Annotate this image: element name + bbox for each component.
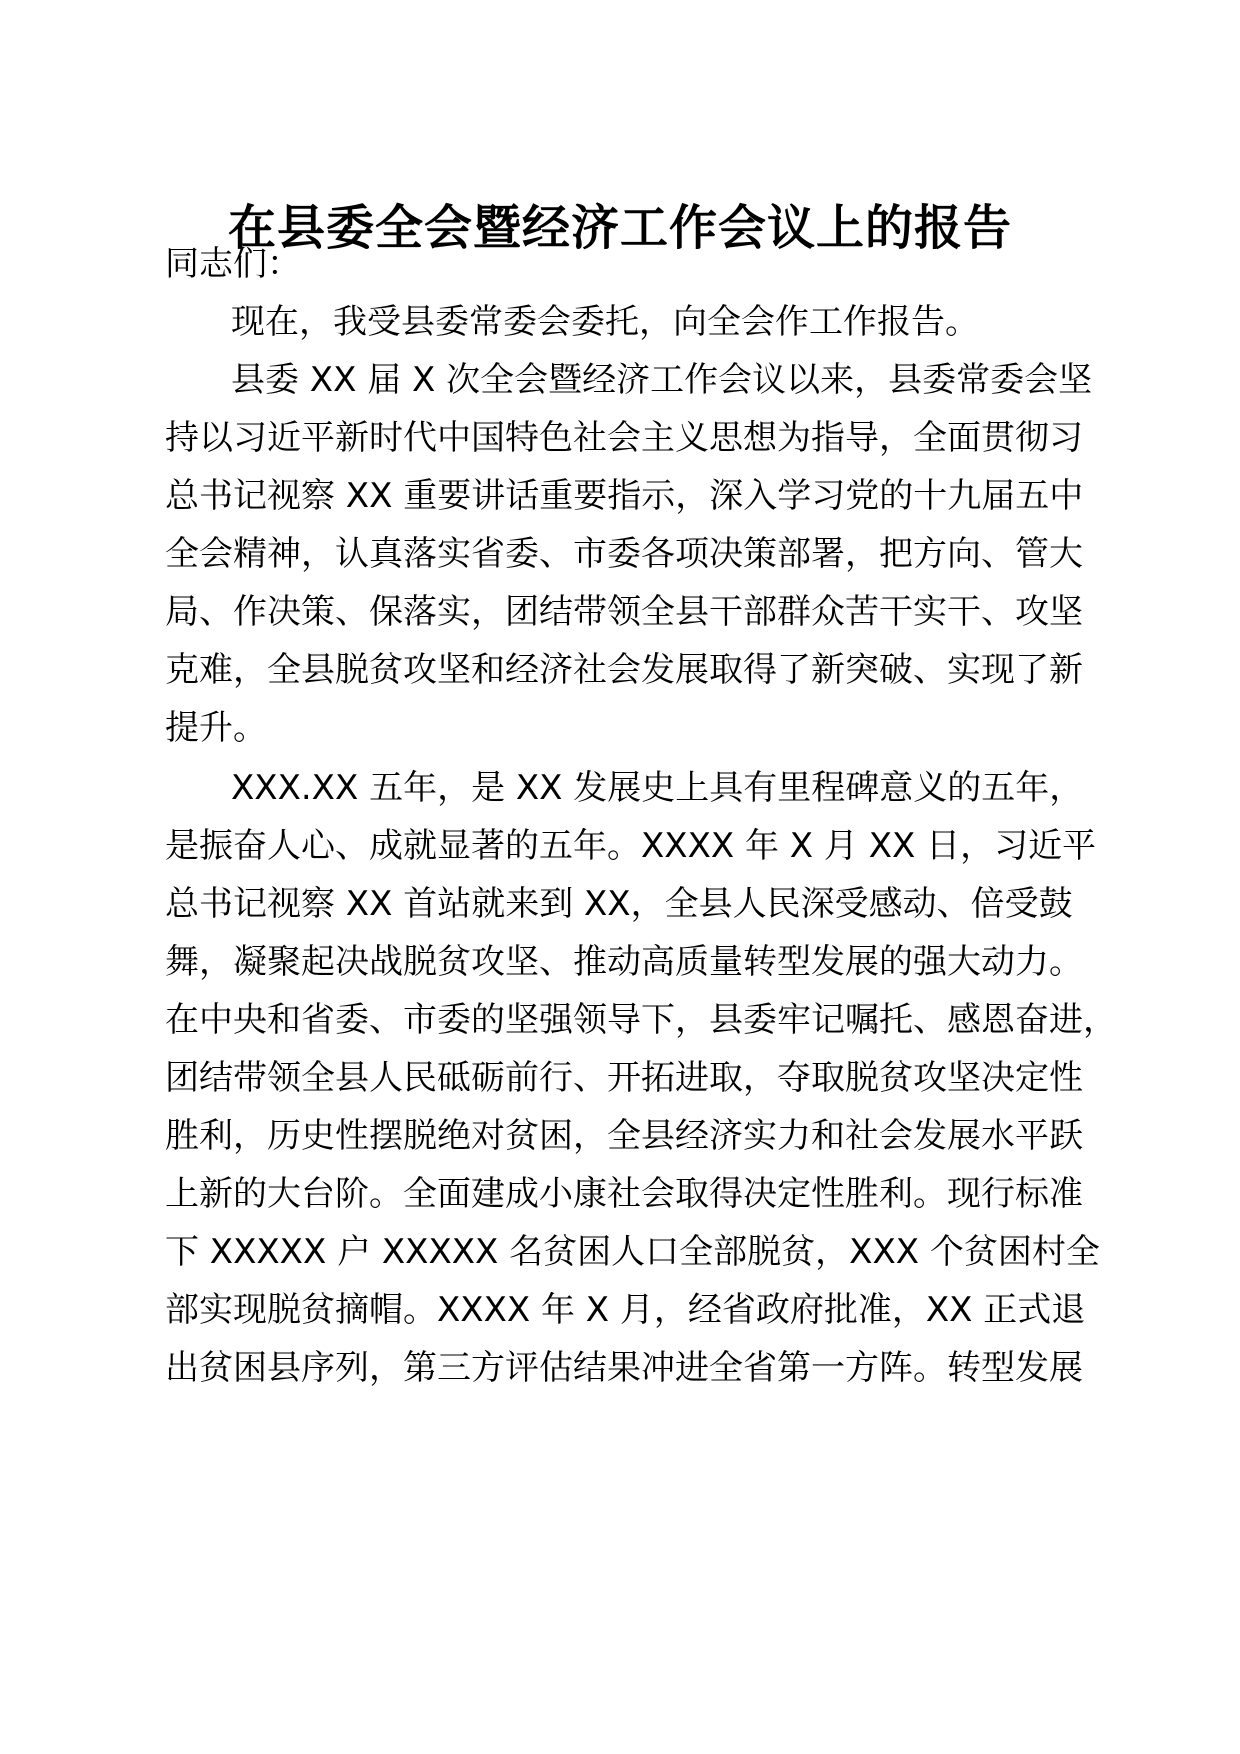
paragraph-line: 下 XXXXX 户 XXXXX 名贫困人口全部脱贫，XXX 个贫困村全 [165, 1232, 1100, 1272]
paragraph-line: 总书记视察 XX 首站就来到 XX，全县人民深受感动、倍受鼓 [165, 884, 1073, 924]
paragraph-line: 总书记视察 XX 重要讲话重要指示，深入学习党的十九届五中 [165, 476, 1084, 516]
paragraph-line: 团结带领全县人民砥砺前行、开拓进取，夺取脱贫攻坚决定性 [165, 1058, 1083, 1098]
paragraph-line: 在中央和省委、市委的坚强领导下，县委牢记嘱托、感恩奋进， [165, 1000, 1117, 1040]
paragraph-line: 局、作决策、保落实，团结带领全县干部群众苦干实干、攻坚 [165, 592, 1083, 632]
salutation: 同志们： [165, 244, 301, 284]
paragraph-line: 是振奋人心、成就显著的五年。XXXX 年 X 月 XX 日，习近平 [165, 826, 1097, 866]
paragraph-line: 提升。 [165, 708, 267, 748]
paragraph-line: 县委 XX 届 X 次全会暨经济工作会议以来，县委常委会坚 [231, 360, 1093, 400]
paragraph-line: 全会精神，认真落实省委、市委各项决策部署，把方向、管大 [165, 534, 1083, 574]
paragraph-line: 克难，全县脱贫攻坚和经济社会发展取得了新突破、实现了新 [165, 650, 1083, 690]
paragraph-line: 现在，我受县委常委会委托，向全会作工作报告。 [231, 302, 979, 342]
paragraph-line: 上新的大台阶。全面建成小康社会取得决定性胜利。现行标准 [165, 1174, 1083, 1214]
paragraph-line: 舞，凝聚起决战脱贫攻坚、推动高质量转型发展的强大动力。 [165, 942, 1083, 982]
paragraph-line: 出贫困县序列，第三方评估结果冲进全省第一方阵。转型发展 [165, 1348, 1083, 1388]
paragraph-line: 持以习近平新时代中国特色社会主义思想为指导，全面贯彻习 [165, 418, 1083, 458]
paragraph-line: 部实现脱贫摘帽。XXXX 年 X 月，经省政府批准，XX 正式退 [165, 1290, 1086, 1330]
document-title: 在县委全会暨经济工作会议上的报告 [227, 200, 1012, 256]
paragraph-line: XXX.XX 五年，是 XX 发展史上具有里程碑意义的五年， [231, 768, 1084, 808]
paragraph-line: 胜利，历史性摆脱绝对贫困，全县经济实力和社会发展水平跃 [165, 1116, 1083, 1156]
